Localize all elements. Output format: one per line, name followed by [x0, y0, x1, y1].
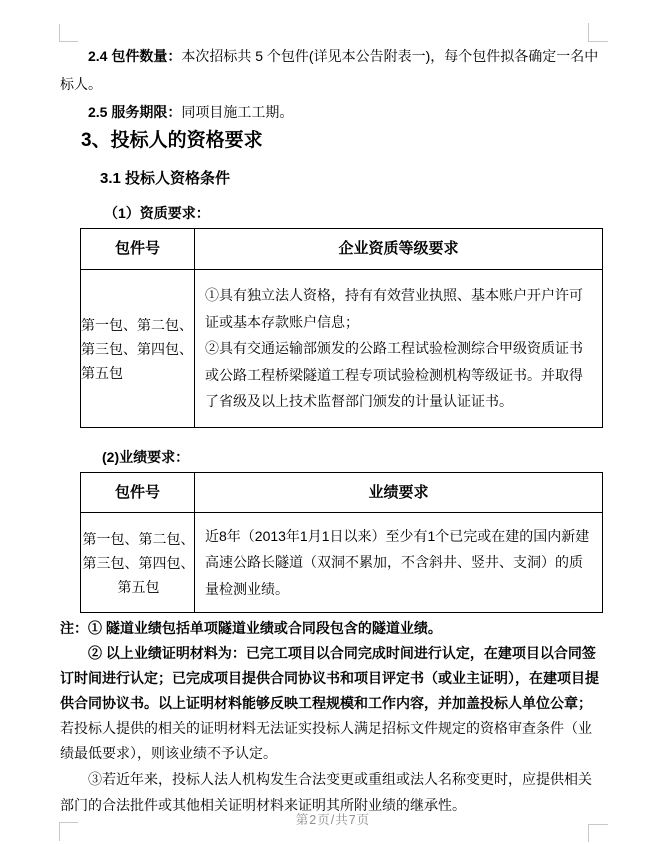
paragraph-2-5-text: 同项目施工工期。: [181, 104, 294, 120]
performance-requirement-text: 近8年（2013年1月1日以来）至少有1个已完或在建的国内新建高速公路长隧道（双洞不累加，不含斜井、竖井、支洞）的质量检测业绩。: [205, 527, 590, 597]
paragraph-2-4-label: 2.4 包件数量：: [88, 48, 182, 64]
qualification-requirement-label: （1）资质要求：: [104, 205, 210, 221]
notes-section: [60, 615, 605, 818]
note-2-regular-text: 若投标人提供的相关的证明材料无法证实投标人满足招标文件规定的资格审查条件（业绩最低要求），则该业绩不予认定。: [60, 720, 592, 761]
qualification-table-package-cell: [81, 270, 195, 428]
performance-requirement-label: (2)业绩要求：: [102, 449, 190, 465]
performance-table-requirement-cell: [195, 513, 603, 613]
note-2-bold-text: ② 以上业绩证明材料为：已完工项目以合同完成时间进行认定，在建项目以合同签订时间进行认定；已完成项目提供合同协议书和项目评定书（或业主证明），在建项目提供合同协议书。以上证明材料能够反映工程规模和工作内容，并加盖投标人单位公章；: [60, 645, 599, 711]
package-list: 第一包、第二包、第三包、第四包、第五包: [81, 316, 193, 381]
qualification-item-2: ②具有交通运输部颁发的公路工程试验检测综合甲级资质证书或公路工程桥梁隧道工程专项试验检测机构等级证书。并取得了省级及以上技术监督部门颁发的计量认证证书。: [205, 340, 583, 410]
performance-table-row: [81, 513, 603, 613]
note-2: [60, 641, 605, 766]
performance-table-header-row: [81, 473, 603, 513]
note-3: ③若近年来，投标人法人机构发生合法变更或重组或法人名称变更时，应提供相关部门的合法批件或其他相关证明材料来证明其所附业绩的继承性。: [60, 771, 592, 813]
performance-table-package-cell: [81, 513, 195, 613]
section-3-1-heading: 3.1 投标人资格条件: [100, 170, 231, 187]
qualification-table: [80, 228, 603, 428]
qualification-table-requirement-cell: [195, 270, 603, 428]
section-3-heading: 3、投标人的资格要求: [81, 130, 263, 151]
paragraph-2-5-label: 2.5 服务期限：: [88, 104, 182, 120]
paragraph-2-4: [60, 42, 605, 98]
qualification-item-1: ①具有独立法人资格，持有有效营业执照、基本账户开户许可证或基本存款账户信息；: [205, 287, 583, 330]
text-boundary-mark-top-left: [59, 24, 78, 42]
performance-table: [80, 472, 603, 613]
qualification-table-package-header: 包件号: [81, 229, 195, 270]
qualification-table-row: [81, 270, 603, 428]
text-boundary-mark-top-right: [588, 23, 608, 42]
qualification-table-requirement-header: 企业资质等级要求: [195, 229, 603, 270]
performance-table-package-header: 包件号: [81, 473, 195, 513]
package-list: 第一包、第二包、第三包、第四包、第五包: [82, 530, 195, 595]
note-1: 注：① 隧道业绩包括单项隧道业绩或合同段包含的隧道业绩。: [60, 620, 442, 636]
paragraph-2-4-text: 本次招标共 5 个包件(详见本公告附表一)，每个包件拟各确定一名中标人。: [60, 48, 599, 92]
qualification-table-header-row: [81, 229, 603, 270]
paragraph-2-5: [60, 98, 605, 126]
page-number-footer: 第2页/共7页: [295, 813, 371, 827]
performance-table-requirement-header: 业绩要求: [195, 473, 603, 513]
